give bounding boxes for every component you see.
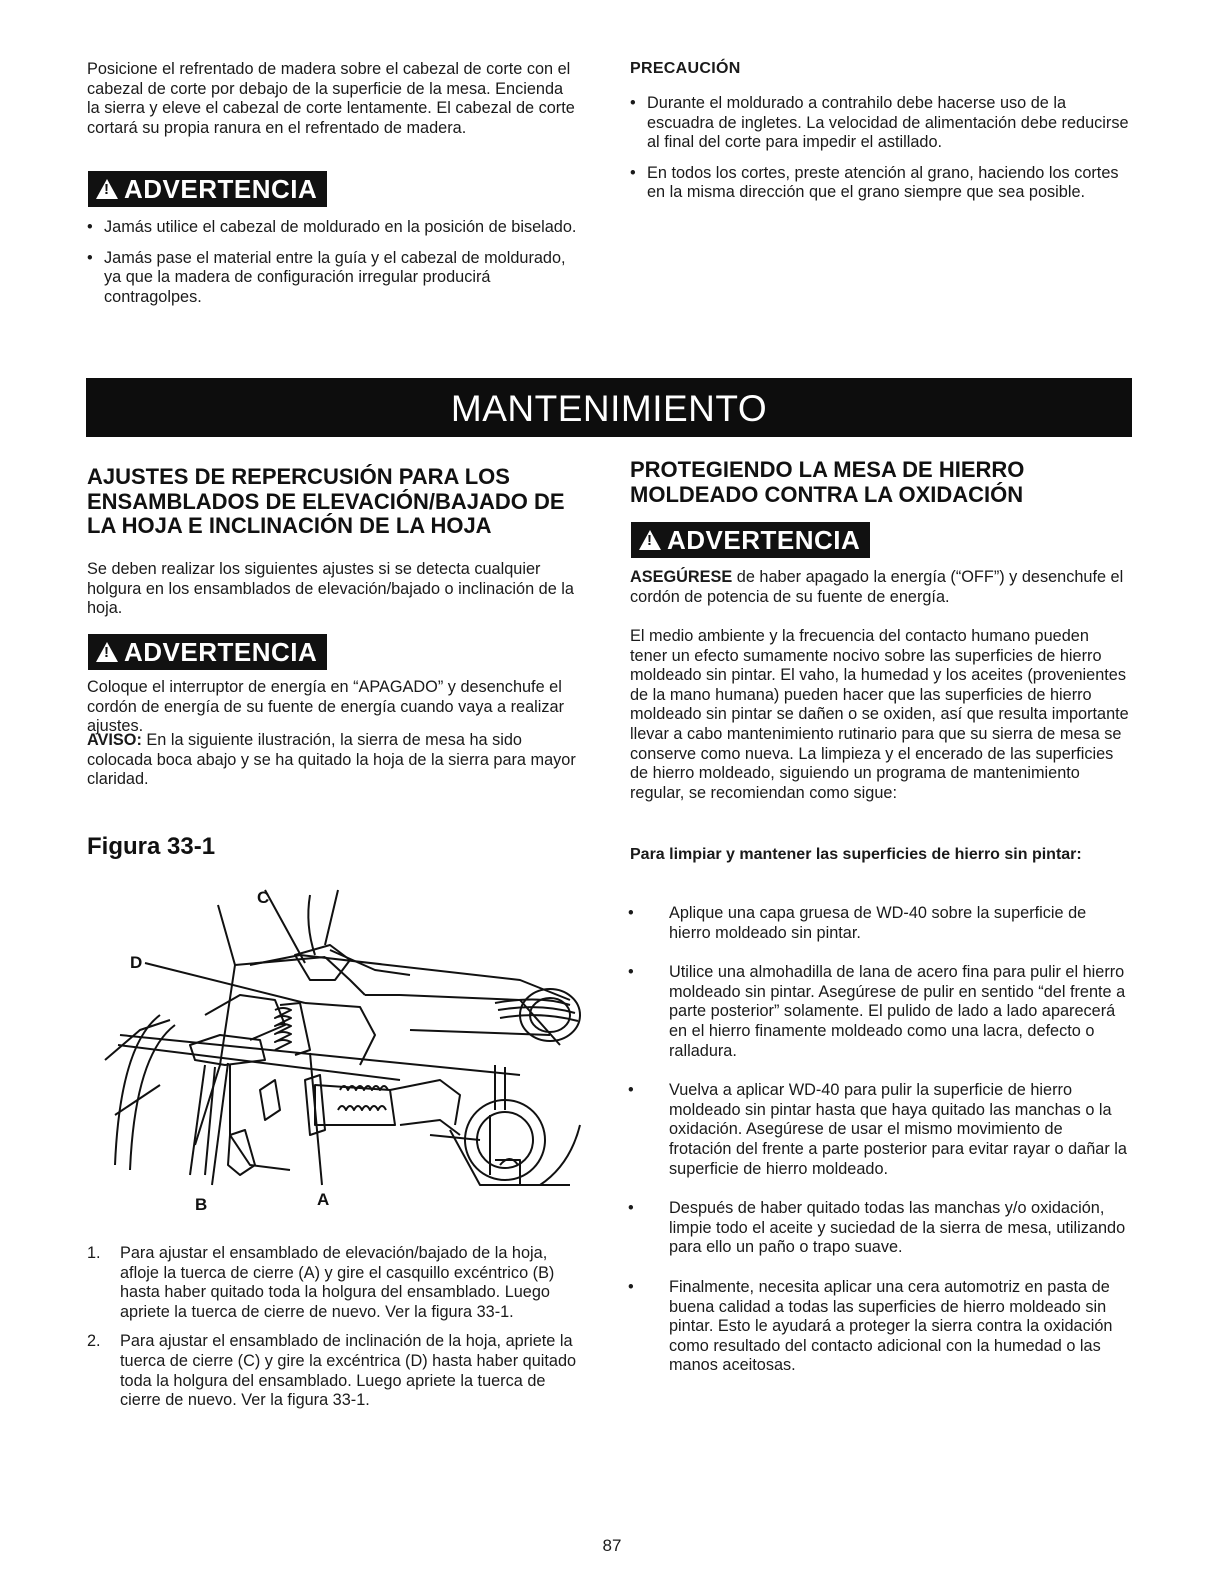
figure-label-c: C	[257, 888, 270, 907]
cleaning-subheading: Para limpiar y mantener las superficies de hierro sin pintar:	[630, 846, 1082, 863]
warning-triangle-icon	[96, 179, 118, 199]
figure-label-b: B	[195, 1195, 208, 1214]
ensure-label: ASEGÚRESE	[630, 568, 733, 586]
list-item: • Finalmente, necesita aplicar una cera automotriz en pasta de buena calidad a todas las superficies de hierro moldeado sin pintar. Esto le ayudará a proteger la sierra contra la oxidación como resultado del contacto adicional con la humedad o las manos aceitosas.	[628, 1278, 1128, 1376]
cleaning-steps-list	[628, 904, 1128, 1396]
list-item: • Jamás pase el material entre la guía y el cabezal de moldurado, ya que la madera de configuración irregular producirá contragolpes.	[87, 249, 587, 308]
adjustments-heading: AJUSTES DE REPERCUSIÓN PARA LOS ENSAMBLADOS DE ELEVACIÓN/BAJADO DE LA HOJA E INCLINACIÓN DE LA HOJA	[87, 464, 565, 538]
list-item	[87, 1244, 582, 1322]
warning-badge-molding	[88, 171, 327, 207]
ensure-text: de haber apagado la energía (“OFF”) y desenchufe el cordón de potencia de su fuente de energía.	[630, 568, 1124, 606]
section-banner-title: MANTENIMIENTO	[450, 388, 768, 429]
figure-label-d: D	[130, 953, 143, 972]
notice-paragraph	[87, 731, 582, 790]
page-number: 87	[602, 1536, 622, 1555]
figure-label-a: A	[317, 1190, 330, 1209]
step-number: 2.	[87, 1332, 101, 1351]
adjustments-warning-text: Coloque el interruptor de energía en “APAGADO” y desenchufe el cordón de energía de su fuente de energía cuando vaya a realizar ajustes.	[87, 678, 565, 736]
list-item: • Durante el moldurado a contrahilo debe hacerse uso de la escuadra de ingletes. La velocidad de alimentación debe reducirse al final del corte para impedir el astillado.	[630, 94, 1130, 153]
list-item: • En todos los cortes, preste atención al grano, haciendo los cortes en la misma dirección que el grano siempre que sea posible.	[630, 164, 1130, 203]
molding-warning-list	[87, 218, 587, 318]
step-text: Para ajustar el ensamblado de elevación/bajado de la hoja, afloje la tuerca de cierre (A) y gire el casquillo excéntrico (B) hasta haber quitado toda la holgura del ensamblado. Luego apriete la tuerca de cierre de nuevo. Ver la figura 33-1.	[120, 1244, 555, 1321]
step-number: 1.	[87, 1244, 101, 1262]
warning-triangle-icon	[639, 530, 661, 550]
list-item	[87, 1332, 582, 1410]
figure-title: Figura 33-1	[87, 833, 216, 860]
rust-protection-heading: PROTEGIENDO LA MESA DE HIERRO MOLDEADO CONTRA LA OXIDACIÓN	[630, 457, 1025, 507]
warning-triangle-icon	[96, 642, 118, 662]
warning-label: ADVERTENCIA	[124, 174, 318, 204]
adjustment-steps	[87, 1244, 582, 1421]
warning-badge-adjustments	[88, 634, 327, 670]
saw-mechanism-illustration	[100, 885, 590, 1215]
ensure-paragraph	[630, 568, 1130, 607]
figure-33-1	[100, 885, 590, 1215]
notice-text: En la siguiente ilustración, la sierra de mesa ha sido colocada boca abajo y se ha quitado la hoja de la sierra para mayor claridad.	[87, 731, 576, 789]
caution-list	[630, 94, 1130, 214]
list-item: • Utilice una almohadilla de lana de acero fina para pulir el hierro moldeado sin pintar. Asegúrese de pulir en sentido “del frente a parte posterior” solamente. El pulido de lado a lado aparecerá en el hierro finamente moldeado como una lacra, defecto o ralladura.	[628, 963, 1128, 1061]
warning-label: ADVERTENCIA	[124, 637, 318, 667]
list-item: • Jamás utilice el cabezal de moldurado en la posición de biselado.	[87, 218, 587, 238]
warning-label: ADVERTENCIA	[667, 525, 861, 555]
warning-badge-rust	[631, 522, 870, 558]
list-item: • Después de haber quitado todas las manchas y/o oxidación, limpie todo el aceite y suciedad de la sierra de mesa, utilizando para ello un paño o trapo suave.	[628, 1199, 1128, 1258]
list-item: • Aplique una capa gruesa de WD-40 sobre la superficie de hierro moldeado sin pintar.	[628, 904, 1128, 943]
adjustments-intro: Se deben realizar los siguientes ajustes si se detecta cualquier holgura en los ensamblados de elevación/bajado o inclinación de la hoja.	[87, 560, 574, 618]
molding-intro-text: Posicione el refrentado de madera sobre el cabezal de corte con el cabezal de corte por debajo de la superficie de la mesa. Encienda la sierra y eleve el cabezal de corte lentamente. El cabezal de corte cortará su propia ranura en el refrentado de madera.	[87, 60, 575, 137]
notice-label: AVISO:	[87, 731, 142, 749]
rust-intro-paragraph: El medio ambiente y la frecuencia del contacto humano pueden tener un efecto sumamente nocivo sobre las superficies de hierro moldeado sin pintar. El vaho, la humedad y los aceites (provenientes de la mano humana) pueden hacer que las superficies de hierro moldeado sin pintar se dañen o se oxiden, así que resulta importante llevar a cabo mantenimiento rutinario para que su sierra de mesa se conserve como nueva. La limpieza y el encerado de las superficies de hierro moldeado, siguiendo un programa de mantenimiento regular, se recomiendan como sigue:	[630, 627, 1129, 802]
caution-title: PRECAUCIÓN	[630, 60, 741, 77]
step-text: Para ajustar el ensamblado de inclinación de la hoja, apriete la tuerca de cierre (C) y gire la excéntrica (D) hasta haber quitado toda la holgura del ensamblado. Luego apriete la tuerca de cierre de nuevo. Ver la figura 33-1.	[120, 1332, 577, 1410]
list-item: • Vuelva a aplicar WD-40 para pulir la superficie de hierro moldeado sin pintar hasta que haya quitado las manchas o la oxidación. Asegúrese de usar el mismo movimiento de frotación del frente a parte posterior para evitar rayar o dañar la superficie de hierro moldeado.	[628, 1081, 1128, 1179]
section-banner	[86, 378, 1132, 437]
